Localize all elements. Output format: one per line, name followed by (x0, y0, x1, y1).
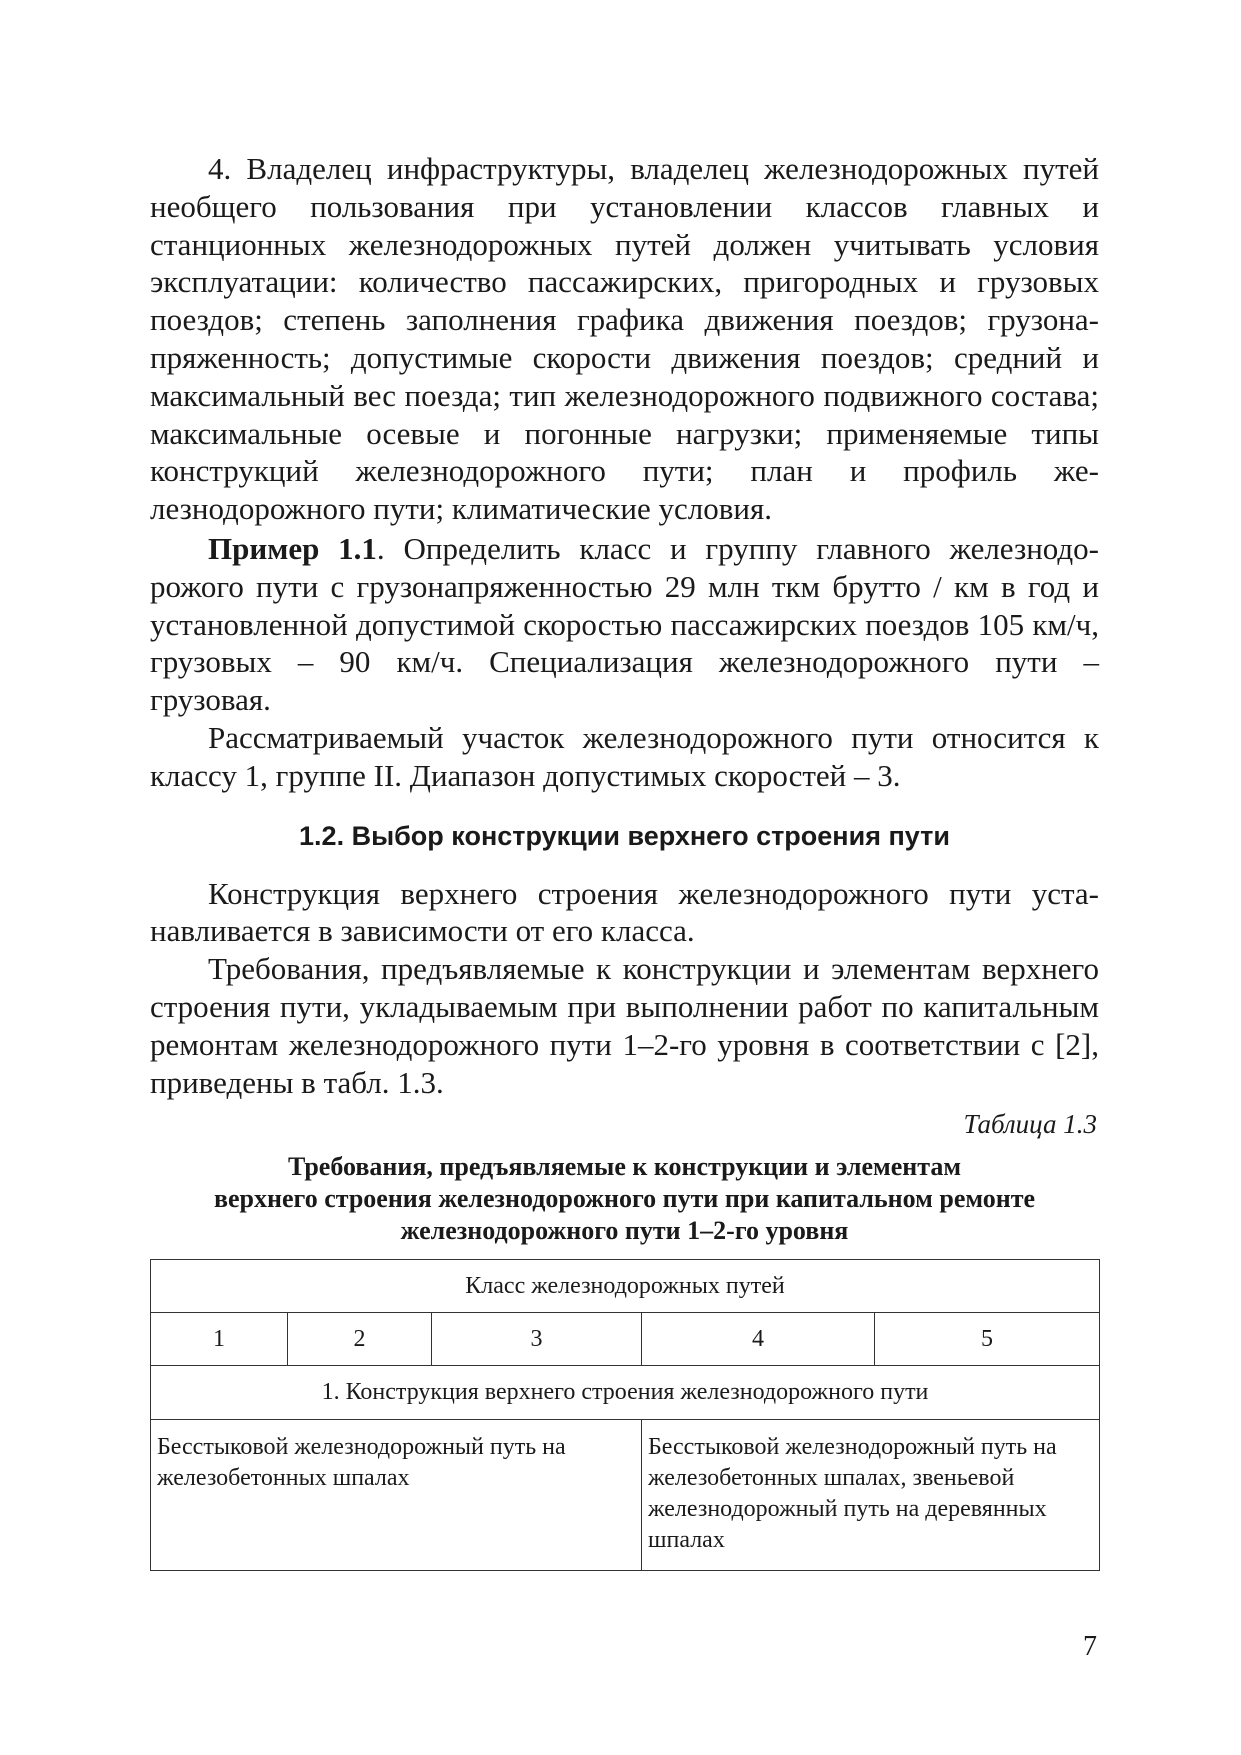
page-content (150, 150, 1099, 1571)
table-caption-line: Требования, предъявляемые к конструкции и элементам (287, 1152, 962, 1182)
paragraph-infrastructure-owner: 4. Владелец инфраструктуры, владелец железнодорожных путей необщего пользования при установлении классов главных и станционных железнодорожных путей должен учитывать условия эксплуатации: количество пассажирских, пригородных и грузовых поездов; степень заполнения графика движения поездов; грузонапряженность; допустимые скорости движения поездов; средний и максимальный вес поезда; тип железнодорожного подвижного состава; максимальные осевые и погонные нагрузки; применяемые типы конструкций железнодорожного пути; план и профиль железнодорожного пути; климатические условия. (150, 151, 1099, 527)
table-header-cell: Класс железнодорожных путей (151, 1260, 1100, 1313)
table-section-row (151, 1366, 1100, 1420)
table-section-cell: 1. Конструкция верхнего строения железнодорожного пути (151, 1366, 1100, 1420)
example-text: . Определить класс и группу главного железнодорожого пути с грузонапряженностью 29 млн ткм брутто / км в год и установленной допустимой скоростью пассажирских поездов 105 км/ч, грузовых – 90 км/ч. Специализация железнодорожного пути – грузовая. (150, 530, 1099, 718)
example-paragraph (150, 530, 1099, 719)
example-label: Пример 1.1 (208, 530, 377, 566)
table-header-row (151, 1260, 1100, 1313)
table-cell-left: Бесстыковой железнодорожный путь на железобетонных шпалах (151, 1420, 642, 1571)
paragraph-requirements: Требования, предъявляемые к конструкции и элементам верхнего строения пути, укладываемым при выполнении работ по капитальным ремонтам железнодорожного пути 1–2-го уровня в соответствии с [2], приведены в табл. 1.3. (150, 951, 1099, 1100)
table-caption-line: верхнего строения железнодорожного пути при капитальном ремонте (213, 1184, 1036, 1214)
column-number-cell: 5 (875, 1313, 1100, 1366)
paragraph-result: Рассматриваемый участок железнодорожного пути относится к классу 1, группе II. Диапазон допустимых скоростей – 3. (150, 719, 1099, 793)
column-number-cell: 1 (151, 1313, 288, 1366)
table-row (151, 1420, 1100, 1571)
section-heading: 1.2. Выбор конструкции верхнего строения пути (299, 820, 950, 851)
paragraph-construction: Конструкция верхнего строения железнодорожного пути устанавливается в зависимости от его класса. (150, 875, 1099, 949)
table-columns-row (151, 1313, 1100, 1366)
table-cell-right: Бесстыковой железнодорожный путь на железобетонных шпалах, звеньевой железнодорожный путь на деревянных шпалах (642, 1420, 1100, 1571)
table-label: Таблица 1.3 (963, 1109, 1097, 1140)
column-number-cell: 3 (432, 1313, 642, 1366)
requirements-table (150, 1259, 1100, 1571)
column-number-cell: 4 (642, 1313, 875, 1366)
table-caption (150, 1151, 1099, 1247)
page-number: 7 (1083, 1631, 1097, 1662)
column-number-cell: 2 (288, 1313, 432, 1366)
table-caption-line: железнодорожного пути 1–2-го уровня (400, 1216, 849, 1246)
